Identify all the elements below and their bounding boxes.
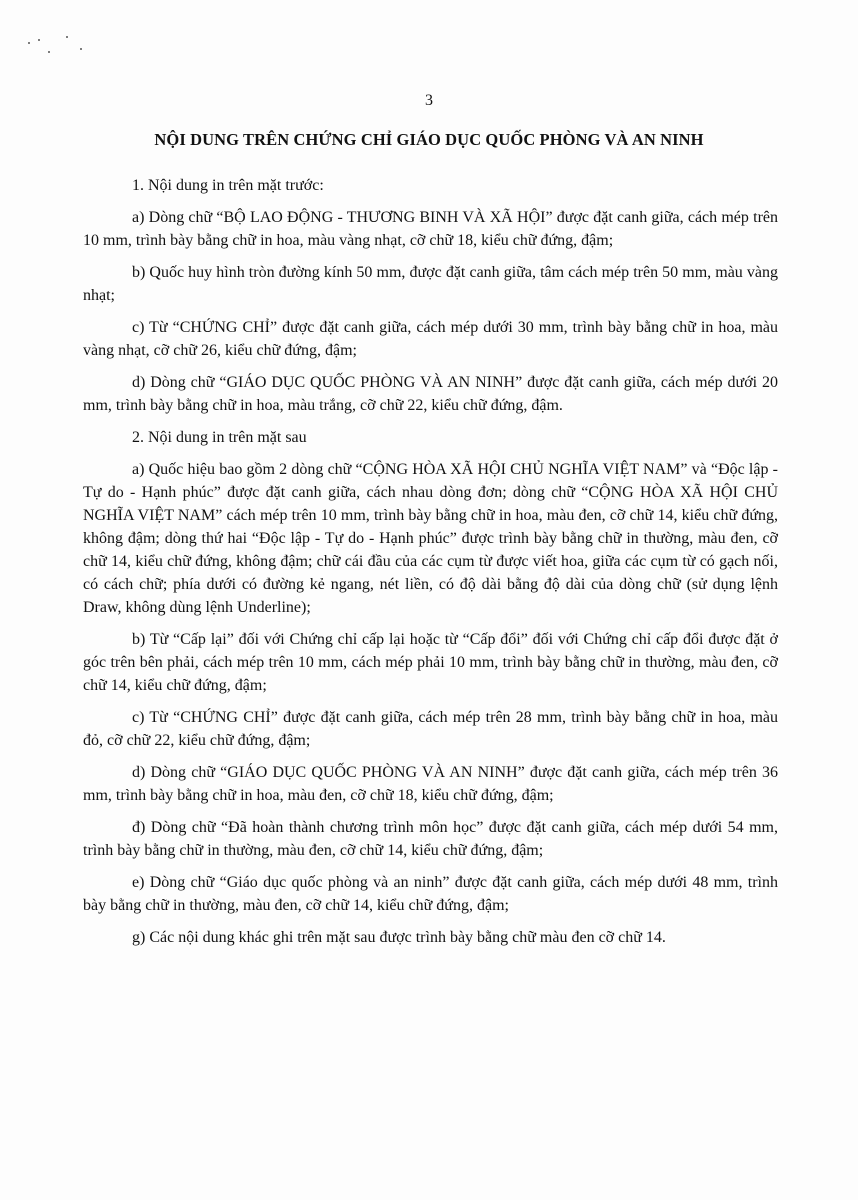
list-item: e) Dòng chữ “Giáo dục quốc phòng và an ninh” được đặt canh giữa, cách mép dưới 48 mm, trình bày bằng chữ in thường, màu đen, cỡ chữ 14, kiểu chữ đứng, đậm;: [83, 874, 778, 914]
list-item: a) Dòng chữ “BỘ LAO ĐỘNG - THƯƠNG BINH VÀ XÃ HỘI” được đặt canh giữa, cách mép trên 10 mm, trình bày bằng chữ in hoa, màu vàng nhạt, cỡ chữ 18, kiểu chữ đứng, đậm;: [83, 209, 778, 249]
scan-speck: [38, 39, 40, 41]
scan-speck: [66, 36, 68, 38]
list-item: a) Quốc hiệu bao gồm 2 dòng chữ “CỘNG HÒA XÃ HỘI CHỦ NGHĨA VIỆT NAM” và “Độc lập - Tự do - Hạnh phúc” được đặt canh giữa, cách nhau dòng đơn; dòng chữ “CỘNG HÒA XÃ HỘI CHỦ NGHĨA VIỆT NAM” cách mép trên 10 mm, trình bày bằng chữ in hoa, màu đen, cỡ chữ 14, kiểu chữ đứng, không đậm; dòng thứ hai “Độc lập - Tự do - Hạnh phúc” được trình bày bằng chữ in thường, màu đen, cỡ chữ 14, kiểu chữ đứng, không đậm; chữ cái đầu của các cụm từ được viết hoa, giữa các cụm từ có gạch nối, có cách chữ; phía dưới có đường kẻ ngang, nét liền, có độ dài bằng độ dài của dòng chữ (sử dụng lệnh Draw, không dùng lệnh Underline);: [83, 461, 778, 616]
document-body: [83, 174, 778, 958]
list-item: b) Quốc huy hình tròn đường kính 50 mm, được đặt canh giữa, tâm cách mép trên 50 mm, màu vàng nhạt;: [83, 264, 778, 304]
scan-speck: [48, 51, 50, 53]
list-item: b) Từ “Cấp lại” đối với Chứng chỉ cấp lại hoặc từ “Cấp đổi” đối với Chứng chỉ cấp đổi được đặt ở góc trên bên phải, cách mép trên 10 mm, cách mép phải 10 mm, trình bày bằng chữ in thường, màu đen, cỡ chữ 14, kiểu chữ đứng, đậm;: [83, 631, 778, 694]
list-item: đ) Dòng chữ “Đã hoàn thành chương trình môn học” được đặt canh giữa, cách mép dưới 54 mm, trình bày bằng chữ in thường, màu đen, cỡ chữ 14, kiểu chữ đứng, đậm;: [83, 819, 778, 859]
list-item: d) Dòng chữ “GIÁO DỤC QUỐC PHÒNG VÀ AN NINH” được đặt canh giữa, cách mép dưới 20 mm, trình bày bằng chữ in hoa, màu trắng, cỡ chữ 22, kiểu chữ đứng, đậm.: [83, 374, 778, 414]
section-front: [83, 174, 778, 417]
scan-specks: [28, 36, 88, 60]
section-back: [83, 426, 778, 949]
page-number: 3: [425, 92, 433, 109]
list-item: c) Từ “CHỨNG CHỈ” được đặt canh giữa, cách mép dưới 30 mm, trình bày bằng chữ in hoa, màu vàng nhạt, cỡ chữ 26, kiểu chữ đứng, đậm;: [83, 319, 778, 359]
scan-speck: [80, 48, 82, 50]
scan-speck: [28, 42, 30, 44]
list-item: g) Các nội dung khác ghi trên mặt sau được trình bày bằng chữ màu đen cỡ chữ 14.: [132, 929, 666, 946]
list-item: c) Từ “CHỨNG CHỈ” được đặt canh giữa, cách mép trên 28 mm, trình bày bằng chữ in hoa, màu đỏ, cỡ chữ 22, kiểu chữ đứng, đậm;: [83, 709, 778, 749]
list-item: d) Dòng chữ “GIÁO DỤC QUỐC PHÒNG VÀ AN NINH” được đặt canh giữa, cách mép trên 36 mm, trình bày bằng chữ in hoa, màu đen, cỡ chữ 18, kiểu chữ đứng, đậm;: [83, 764, 778, 804]
section-heading: 2. Nội dung in trên mặt sau: [132, 429, 307, 446]
section-heading: 1. Nội dung in trên mặt trước:: [132, 177, 324, 194]
document-title: NỘI DUNG TRÊN CHỨNG CHỈ GIÁO DỤC QUỐC PHÒNG VÀ AN NINH: [154, 130, 704, 149]
